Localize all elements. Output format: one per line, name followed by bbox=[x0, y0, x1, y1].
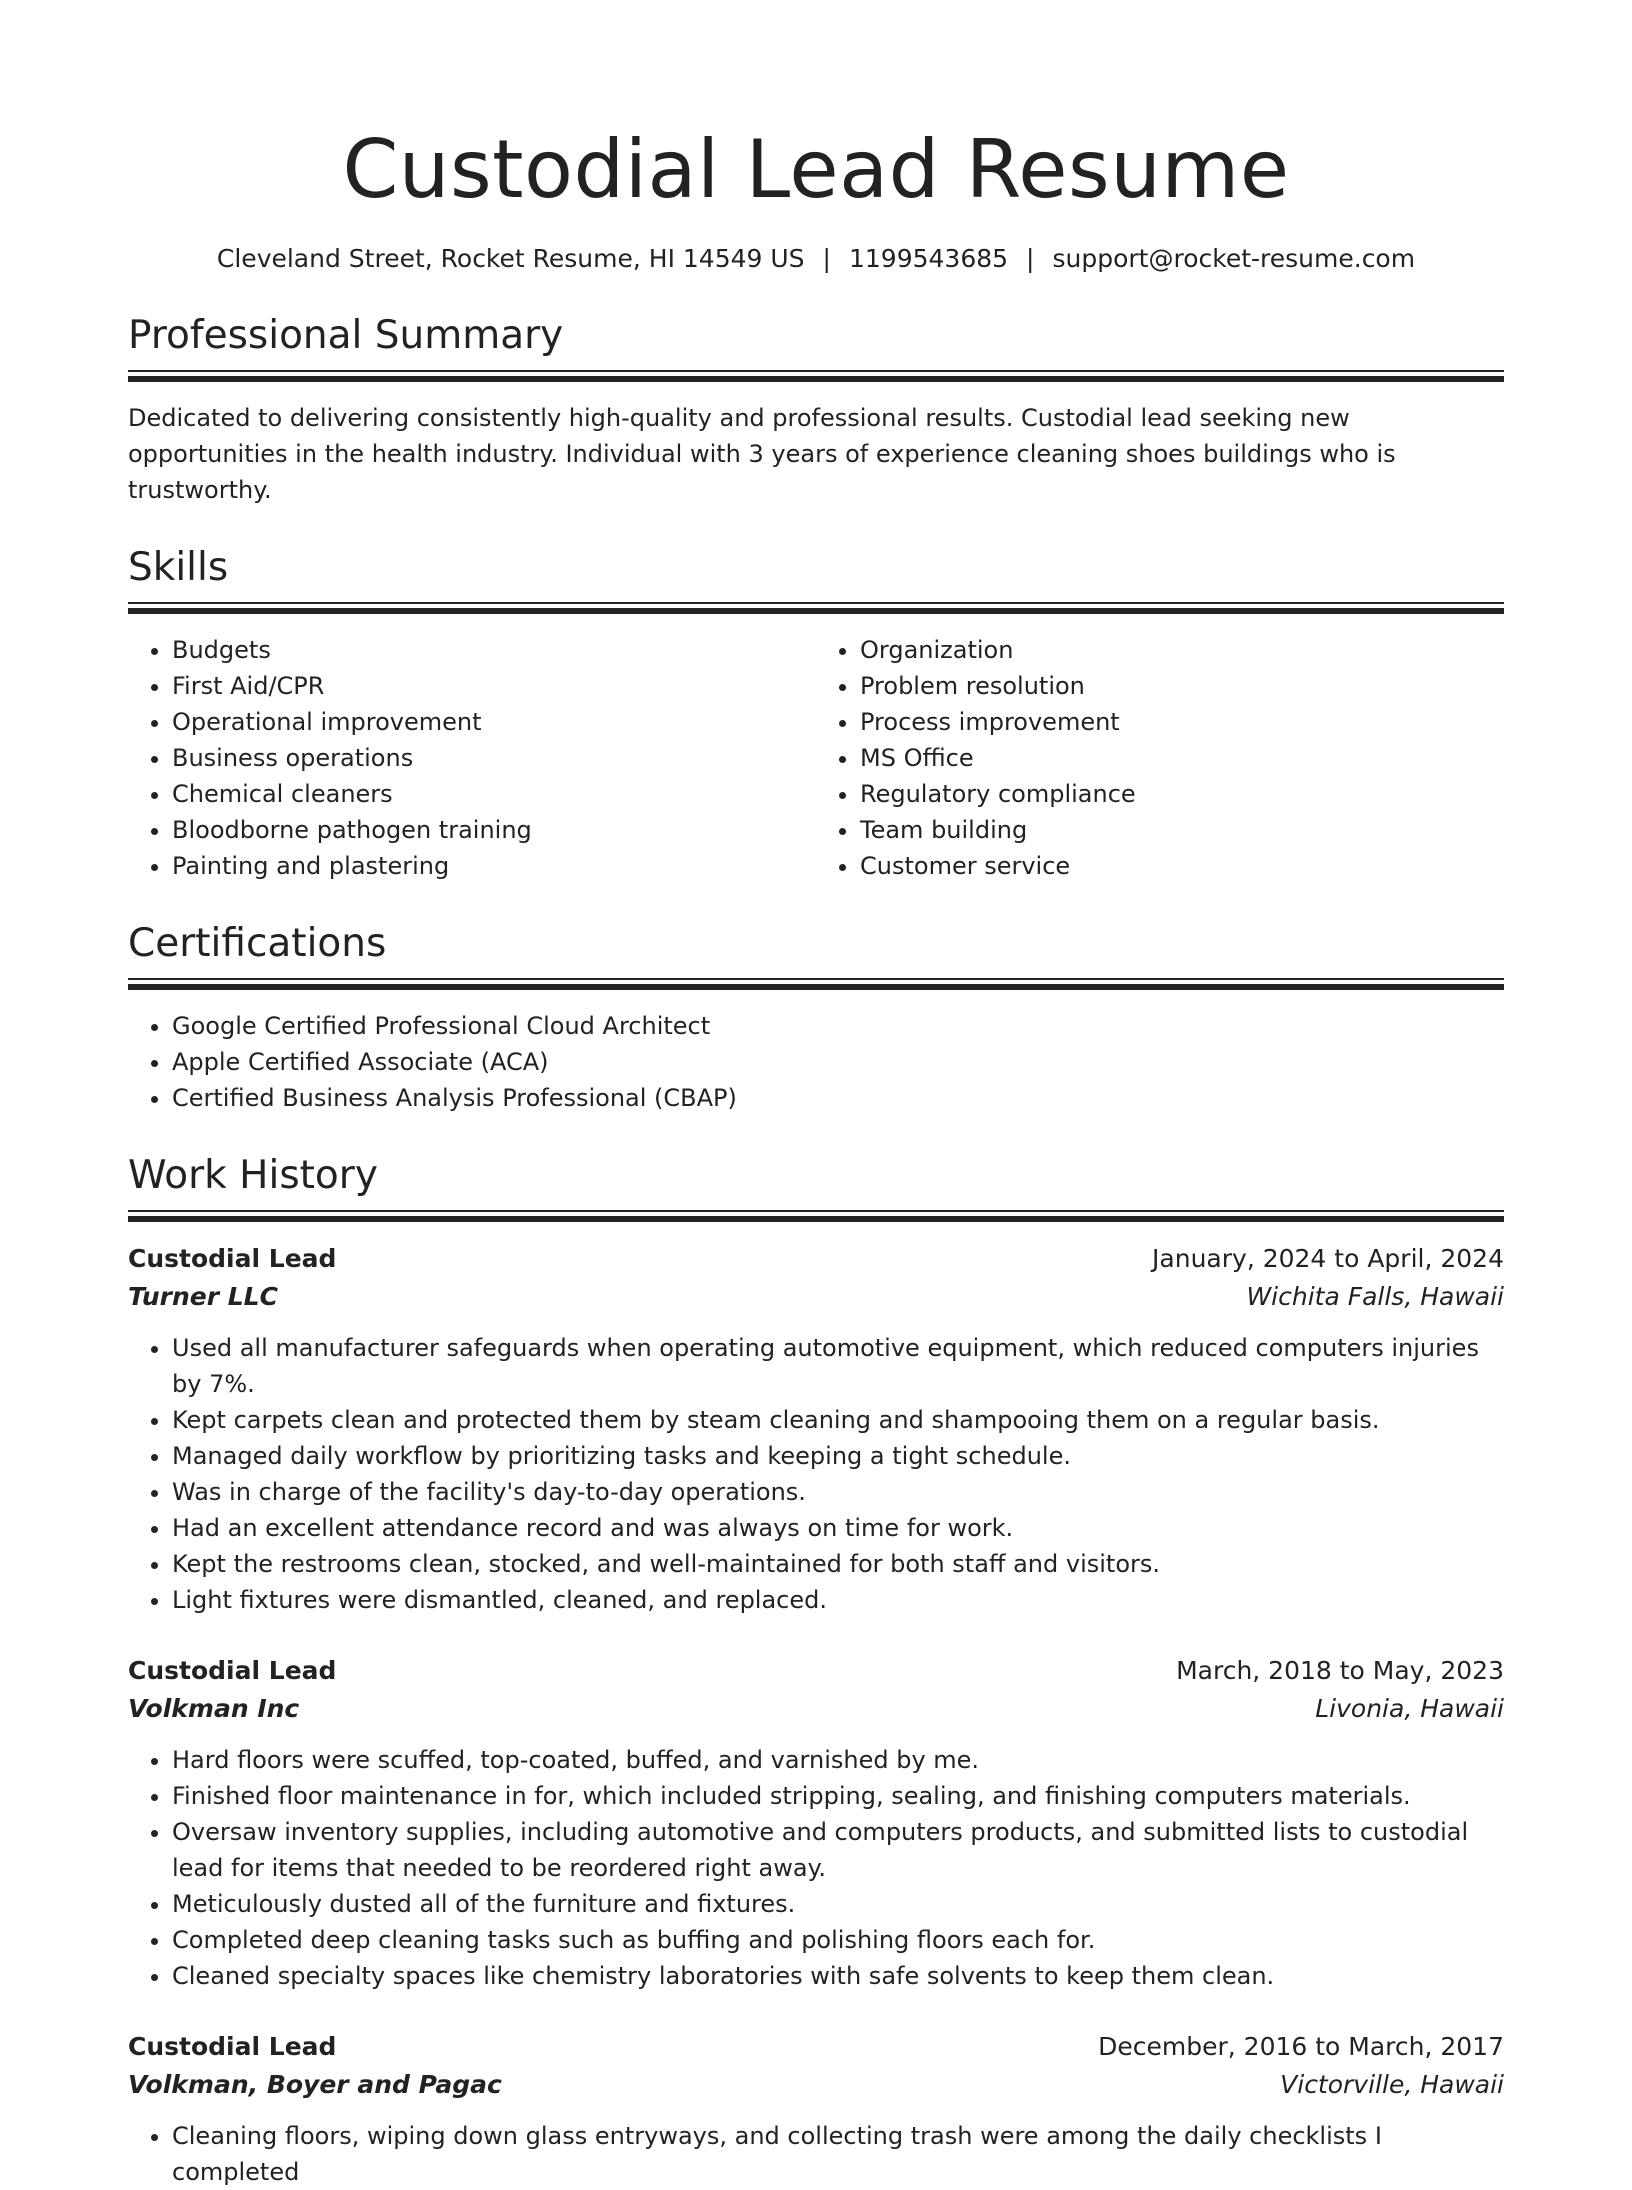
job-duty: • Managed daily workflow by prioritizing tasks and keeping a tight schedule. bbox=[172, 1438, 1504, 1474]
job-company: Volkman Inc bbox=[128, 1694, 300, 1723]
skill-item: • MS Office bbox=[860, 740, 1504, 776]
skills-grid bbox=[128, 632, 1504, 884]
job-duty: • Cleaned specialty spaces like chemistry laboratories with safe solvents to keep them clean. bbox=[172, 1958, 1504, 1994]
job-company-row bbox=[128, 2066, 1504, 2104]
job-duty: • Completed deep cleaning tasks such as buffing and polishing floors each for. bbox=[172, 1922, 1504, 1958]
skill-item: • Problem resolution bbox=[860, 668, 1504, 704]
certifications-list bbox=[128, 1008, 1504, 1116]
work-history-heading: Work History bbox=[128, 1153, 378, 1198]
section-divider bbox=[128, 978, 1504, 990]
job-duty: • Meticulously dusted all of the furniture and fixtures. bbox=[172, 1886, 1504, 1922]
resume-title: Custodial Lead Resume bbox=[342, 123, 1290, 216]
skill-item: • Painting and plastering bbox=[172, 848, 816, 884]
contact-separator: | bbox=[1026, 244, 1035, 273]
summary-heading: Professional Summary bbox=[128, 313, 564, 358]
section-divider bbox=[128, 1210, 1504, 1222]
job-dates: December, 2016 to March, 2017 bbox=[1098, 2032, 1504, 2061]
skills-section bbox=[128, 544, 1504, 884]
skill-item: • Budgets bbox=[172, 632, 816, 668]
job-company-row bbox=[128, 1278, 1504, 1316]
contact-line bbox=[128, 242, 1504, 276]
job-header-row bbox=[128, 1240, 1504, 1278]
job-entry bbox=[128, 1240, 1504, 1618]
skill-item: • Organization bbox=[860, 632, 1504, 668]
contact-email[interactable]: support@rocket-resume.com bbox=[1052, 244, 1416, 273]
certifications-heading: Certifications bbox=[128, 921, 387, 966]
job-duty: • Kept the restrooms clean, stocked, and well-maintained for both staff and visitors. bbox=[172, 1546, 1504, 1582]
job-title: Custodial Lead bbox=[128, 1244, 337, 1273]
section-divider bbox=[128, 602, 1504, 614]
job-duty: • Oversaw inventory supplies, including automotive and computers products, and submitted lists to custodial lead for items that needed to be reordered right away. bbox=[172, 1814, 1504, 1886]
job-company: Volkman, Boyer and Pagac bbox=[128, 2070, 502, 2099]
contact-phone: 1199543685 bbox=[848, 244, 1009, 273]
skills-list-right bbox=[816, 632, 1504, 884]
skill-item: • Business operations bbox=[172, 740, 816, 776]
job-header-row bbox=[128, 2028, 1504, 2066]
job-dates: March, 2018 to May, 2023 bbox=[1176, 1656, 1504, 1685]
job-company-row bbox=[128, 1690, 1504, 1728]
skill-item: • First Aid/CPR bbox=[172, 668, 816, 704]
job-duty: • Kept carpets clean and protected them by steam cleaning and shampooing them on a regular basis. bbox=[172, 1402, 1504, 1438]
job-location: Wichita Falls, Hawaii bbox=[1246, 1282, 1504, 1311]
job-duty: • Light fixtures were dismantled, cleaned, and replaced. bbox=[172, 1582, 1504, 1618]
skill-item: • Regulatory compliance bbox=[860, 776, 1504, 812]
contact-separator: | bbox=[822, 244, 831, 273]
job-duty: • Had an excellent attendance record and was always on time for work. bbox=[172, 1510, 1504, 1546]
contact-address: Cleveland Street, Rocket Resume, HI 14549 US bbox=[216, 244, 805, 273]
summary-text: Dedicated to delivering consistently high-quality and professional results. Custodial lead seeking new opportunities in the health industry. Individual with 3 years of experience cleaning shoes buildings who is trustworthy. bbox=[128, 404, 1396, 504]
job-duty: • Cleaning floors, wiping down glass entryways, and collecting trash were among the daily checklists I completed bbox=[172, 2118, 1504, 2190]
job-duties-list bbox=[128, 1742, 1504, 1994]
job-location: Livonia, Hawaii bbox=[1315, 1694, 1504, 1723]
skills-heading: Skills bbox=[128, 545, 229, 590]
certification-item: • Apple Certified Associate (ACA) bbox=[172, 1044, 1504, 1080]
section-divider bbox=[128, 370, 1504, 382]
job-title: Custodial Lead bbox=[128, 1656, 337, 1685]
job-duty: • Was in charge of the facility's day-to-day operations. bbox=[172, 1474, 1504, 1510]
certifications-section bbox=[128, 920, 1504, 1116]
skill-item: • Process improvement bbox=[860, 704, 1504, 740]
job-location: Victorville, Hawaii bbox=[1280, 2070, 1504, 2099]
skill-item: • Team building bbox=[860, 812, 1504, 848]
skill-item: • Customer service bbox=[860, 848, 1504, 884]
work-history-section bbox=[128, 1152, 1504, 2190]
job-entry bbox=[128, 2028, 1504, 2190]
skills-list-left bbox=[128, 632, 816, 884]
job-header-row bbox=[128, 1652, 1504, 1690]
job-duty: • Finished floor maintenance in for, which included stripping, sealing, and finishing computers materials. bbox=[172, 1778, 1504, 1814]
summary-section bbox=[128, 312, 1504, 508]
skill-item: • Bloodborne pathogen training bbox=[172, 812, 816, 848]
job-dates: January, 2024 to April, 2024 bbox=[1152, 1244, 1504, 1273]
certification-item: • Certified Business Analysis Professional (CBAP) bbox=[172, 1080, 1504, 1116]
skill-item: • Operational improvement bbox=[172, 704, 816, 740]
job-duty: • Hard floors were scuffed, top-coated, buffed, and varnished by me. bbox=[172, 1742, 1504, 1778]
skill-item: • Chemical cleaners bbox=[172, 776, 816, 812]
job-duty: • Used all manufacturer safeguards when operating automotive equipment, which reduced computers injuries by 7%. bbox=[172, 1330, 1504, 1402]
job-duties-list bbox=[128, 1330, 1504, 1618]
job-entry bbox=[128, 1652, 1504, 1994]
certification-item: • Google Certified Professional Cloud Architect bbox=[172, 1008, 1504, 1044]
job-company: Turner LLC bbox=[128, 1282, 278, 1311]
job-title: Custodial Lead bbox=[128, 2032, 337, 2061]
job-duties-list bbox=[128, 2118, 1504, 2190]
